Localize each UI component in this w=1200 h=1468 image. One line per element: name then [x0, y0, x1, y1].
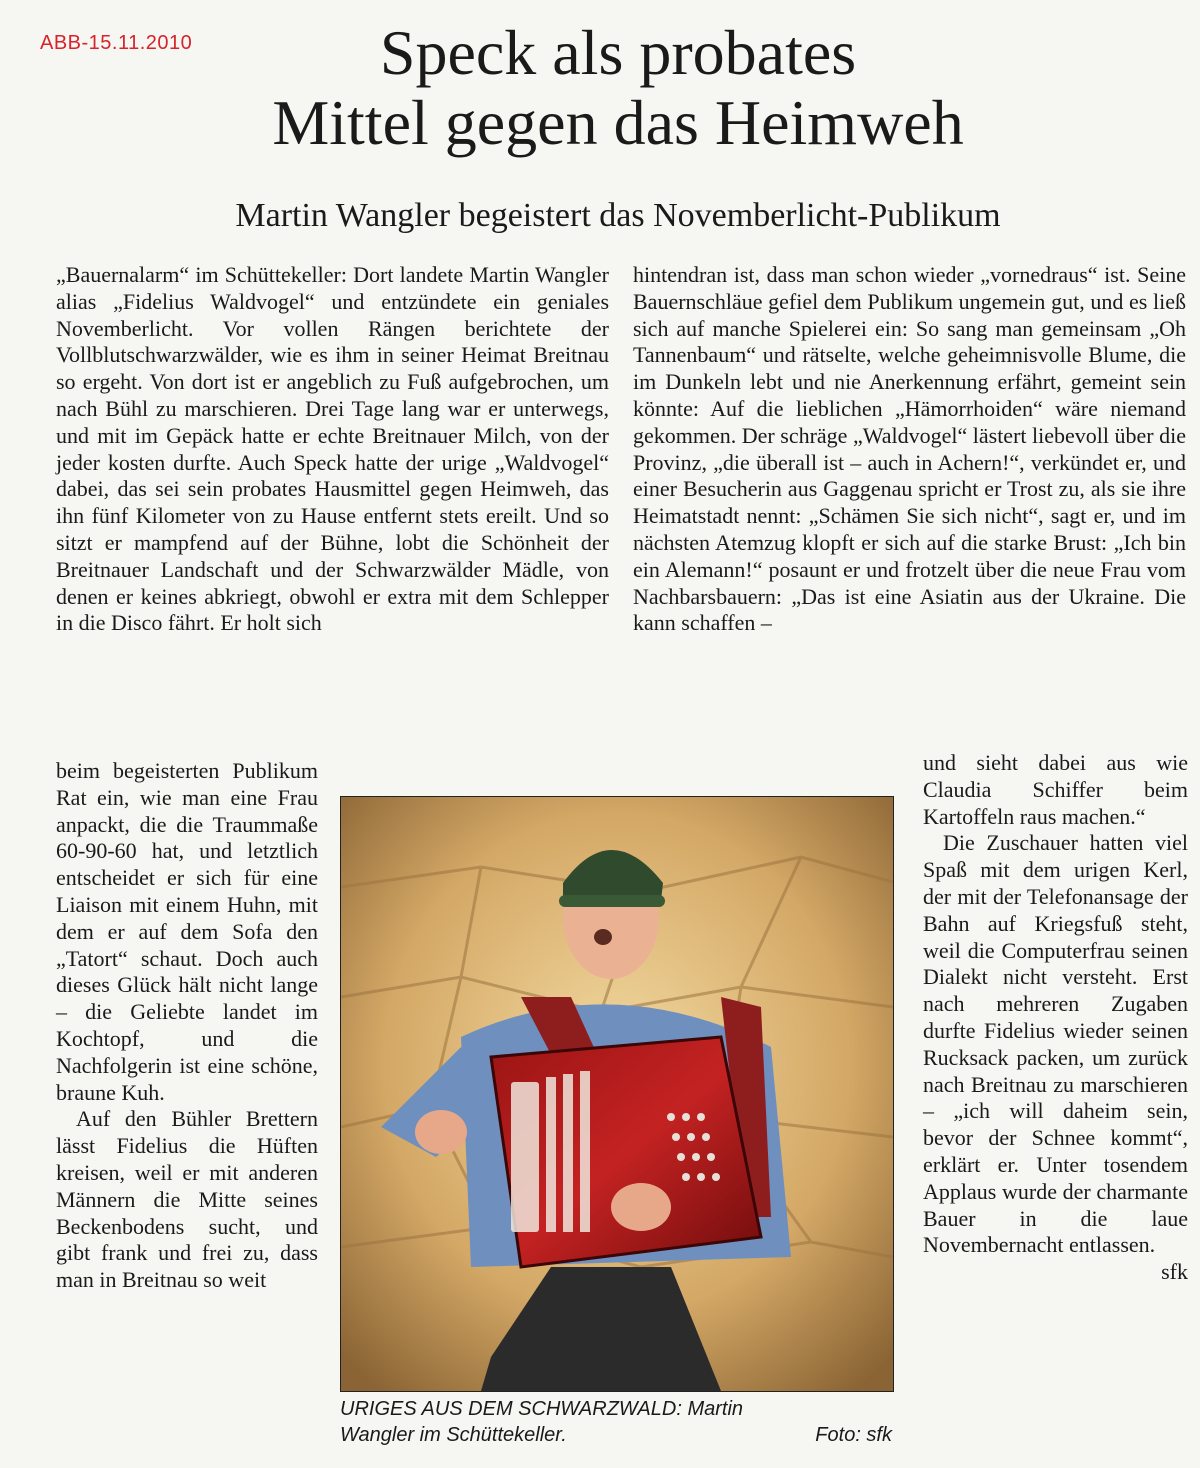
article-paragraph: Auf den Bühler Brettern lässt Fidelius die Hüften kreisen, weil er mit anderen Männern die Mitte seines Beckenbodens sucht, und gibt frank und frei zu, dass man in Breitnau so weit: [56, 1106, 318, 1293]
article-paragraph: und sieht dabei aus wie Claudia Schiffer beim Kartoffeln raus machen.“: [923, 750, 1188, 829]
article-paragraph: beim begeisterten Publikum Rat ein, wie man eine Frau anpackt, die die Traummaße 60-90-60 hat, und letztlich entscheidet er sich für eine Liaison mit einem Huhn, mit dem er auf dem Sofa den „Tatort“ schaut. Doch auch dieses Glück hält nicht lange – die Geliebte landet im Kochtopf, und die Nachfolgerin ist eine schöne, braune Kuh.: [56, 758, 318, 1105]
archive-stamp: ABB-15.11.2010: [40, 32, 193, 54]
caption-text: Wangler im Schüttekeller.: [340, 1424, 567, 1446]
article-column-right-upper: [633, 262, 1186, 637]
headline: [0, 18, 1200, 158]
caption-line-2: [340, 1422, 892, 1448]
accordion-player-illustration: [341, 797, 893, 1391]
article-photo: [340, 796, 894, 1392]
article-paragraph: Die Zuschauer hatten viel Spaß mit dem urigen Kerl, der mit der Telefonansage der Bahn auf Kriegsfuß steht, weil die Computerfrau seinen Dialekt nicht versteht. Erst nach mehreren Zugaben durfte Fidelius wieder seinen Rucksack packen, um zurück nach Breitnau zu marschieren – „ich will daheim sein, bevor der Schnee kommt“, erklärt er. Unter tosendem Applaus wurde der charmante Bauer in die laue Novembernacht entlassen. sfk: [923, 830, 1188, 1285]
photo-credit: Foto: sfk: [815, 1424, 892, 1446]
subheadline: Martin Wangler begeistert das Novemberlicht-Publikum: [235, 197, 1001, 234]
headline-line-1: Speck als probates: [379, 17, 857, 88]
article-column-right-lower: [923, 750, 1188, 1286]
article-paragraph: „Bauernalarm“ im Schüttekeller: Dort landete Martin Wangler alias „Fidelius Waldvogel“ und entzündete ein geniales Novemberlicht. Vor vollen Rängen berichtete der Vollblutschwarzwälder, wie es ihm in seiner Heimat Breitnau so ergeht. Von dort ist er angeblich zu Fuß aufgebrochen, um nach Bühl zu marschieren. Drei Tage lang war er unterwegs, und mit im Gepäck hatte er echte Breitnauer Milch, von der jeder kosten durfte. Auch Speck hatte der urige „Waldvogel“ dabei, das sei sein probates Hausmittel gegen Heimweh, das ihn fünf Kilometer von zu Hause entfernt stets ereilt. Und so sitzt er mampfend auf der Bühne, lobt die Schönheit der Breitnauer Landschaft und der Schwarzwälder Mädle, von denen er keines abkriegt, obwohl er extra mit dem Schlepper in die Disco fährt. Er holt sich: [56, 262, 609, 636]
photo-caption: [340, 1396, 892, 1448]
headline-line-2: Mittel gegen das Heimweh: [272, 87, 964, 158]
article-paragraph: hintendran ist, dass man schon wieder „vornedraus“ ist. Seine Bauernschläue gefiel dem Publikum ungemein gut, und es ließ sich auf manche Spielerei ein: So sang man gemeinsam „Oh Tannenbaum“ und rätselte, welche geheimnisvolle Blume, die im Dunkeln lebt und nie Anerkennung erfährt, gemeint sein könnte: Auf die lieblichen „Hämorrhoiden“ wäre niemand gekommen. Der schräge „Waldvogel“ lästert liebevoll über die Provinz, „die überall ist – auch in Achern!“, verkündet er, und einer Besucherin aus Gaggenau spricht er Trost zu, als sie ihre Heimatstadt nennt: „Schämen Sie sich nicht“, sagt er, und im nächsten Atemzug klopft er sich auf die starke Brust: „Ich bin ein Alemann!“ posaunt er und frotzelt über die neue Frau vom Nachbarsbauern: „Das ist eine Asiatin aus der Ukraine. Die kann schaffen –: [633, 262, 1186, 636]
article-column-left-lower: [56, 758, 318, 1294]
caption-line-1: URIGES AUS DEM SCHWARZWALD: Martin: [340, 1398, 744, 1420]
article-column-left-upper: [56, 262, 609, 637]
author-signoff: sfk: [1161, 1259, 1188, 1285]
